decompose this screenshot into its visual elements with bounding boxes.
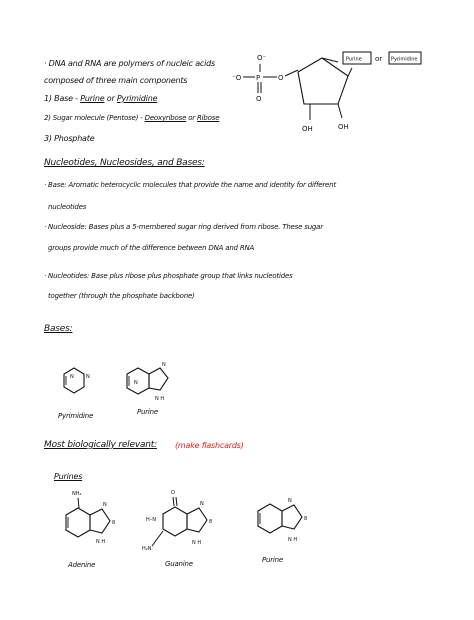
adenine-8: 8 (112, 520, 116, 526)
guanine-o-bond-1 (173, 497, 174, 506)
purine-nh-bottom: N H (155, 396, 165, 402)
purines-heading: Purines (54, 472, 83, 481)
pyrimidine-n-label: N (86, 374, 90, 380)
pyrimidine-box-label: Pyrimidine (391, 56, 418, 63)
item-1-prefix: 1) Base - (44, 94, 81, 103)
purine2-five-ring (282, 505, 302, 529)
guanine-label: Guanine (165, 560, 193, 568)
item-2-ribose: Ribose (197, 114, 220, 122)
guanine-o: O (171, 490, 175, 496)
relevant-heading: Most biologically relevant: (44, 440, 157, 450)
guanine-h2n-bond (152, 531, 163, 546)
intro-item-3: 3) Phosphate (44, 134, 95, 143)
pyrimidine-label: Pyrimidine (58, 412, 94, 420)
item-2-prefix: 2) Sugar molecule (Pentose) - (44, 114, 145, 122)
oh-left: OH (302, 125, 313, 133)
item-1-purine: Purine (80, 94, 105, 103)
base-definition-line-1: · Base: Aromatic heterocyclic molecules that provide the name and identity for different (44, 181, 336, 189)
nucleoside-definition-line-2: groups provide much of the difference between DNA and RNA (48, 244, 255, 252)
guanine-six-ring (163, 507, 187, 536)
adenine-label: Adenine (68, 561, 96, 569)
intro-line-1: · DNA and RNA are polymers of nucleic acids (44, 59, 215, 68)
purine-label: Purine (137, 408, 159, 416)
oh-right: OH (338, 123, 349, 131)
phosphate-o-bottom: O (256, 95, 262, 103)
adenine-six-ring (66, 508, 90, 537)
adenine-five-ring (90, 509, 110, 533)
flashcards-note: (make flashcards) (175, 441, 244, 450)
item-2-or: or (186, 114, 198, 122)
guanine-five-ring (187, 508, 207, 532)
item-1-pyrimidine: Pyrimidine (116, 94, 158, 103)
purine-n-top: N (162, 362, 166, 368)
guanine-nh: N H (192, 540, 202, 546)
purine2-six-ring (258, 504, 282, 533)
guanine-n-top: N (200, 501, 204, 507)
section-heading: Nucleotides, Nucleosides, and Bases: (44, 158, 205, 168)
adenine-nh: N H (96, 539, 106, 545)
purine-box-label: Purine (346, 56, 362, 63)
box-or: or (375, 55, 383, 63)
purine2-n-top: N (288, 498, 292, 504)
phosphate-o-left: ⁻O (232, 74, 242, 82)
phosphate-p: P (256, 74, 261, 82)
adenine-n-top: N (103, 502, 107, 508)
nucleoside-definition-line-1: · Nucleoside: Bases plus a 5-membered sugar ring derived from ribose. These sugar (44, 223, 323, 231)
purine2-label: Purine (262, 556, 284, 564)
item-1-or: or (104, 94, 117, 103)
nucleotide-definition-line-2: together (through the phosphate backbone) (48, 292, 195, 300)
item-2-deoxyribose: Deoxyribose (144, 114, 187, 122)
phosphate-o-top: O⁻ (257, 54, 267, 62)
purine2-nh: N H (288, 537, 298, 543)
purine2-8: 8 (304, 516, 308, 522)
phosphate-o-right: O (278, 74, 284, 82)
guanine-hn: H–N (146, 517, 156, 523)
adenine-nh2-bond (78, 498, 79, 508)
guanine-h2n: H₂N (142, 546, 152, 552)
bases-heading: Bases: (44, 324, 73, 334)
intro-line-2: composed of three main components (44, 76, 188, 85)
guanine-8: 8 (209, 519, 213, 525)
nucleotide-definition-line-1: · Nucleotides: Base plus ribose plus phosphate group that links nucleotides (44, 272, 293, 280)
pyrimidine-n-inner: N (70, 374, 74, 380)
guanine-o-bond-2 (176, 497, 177, 506)
base-definition-line-2: nucleotides (48, 203, 87, 211)
purine-n-inner: N (134, 380, 138, 386)
adenine-nh2: NH₂ (72, 491, 82, 497)
